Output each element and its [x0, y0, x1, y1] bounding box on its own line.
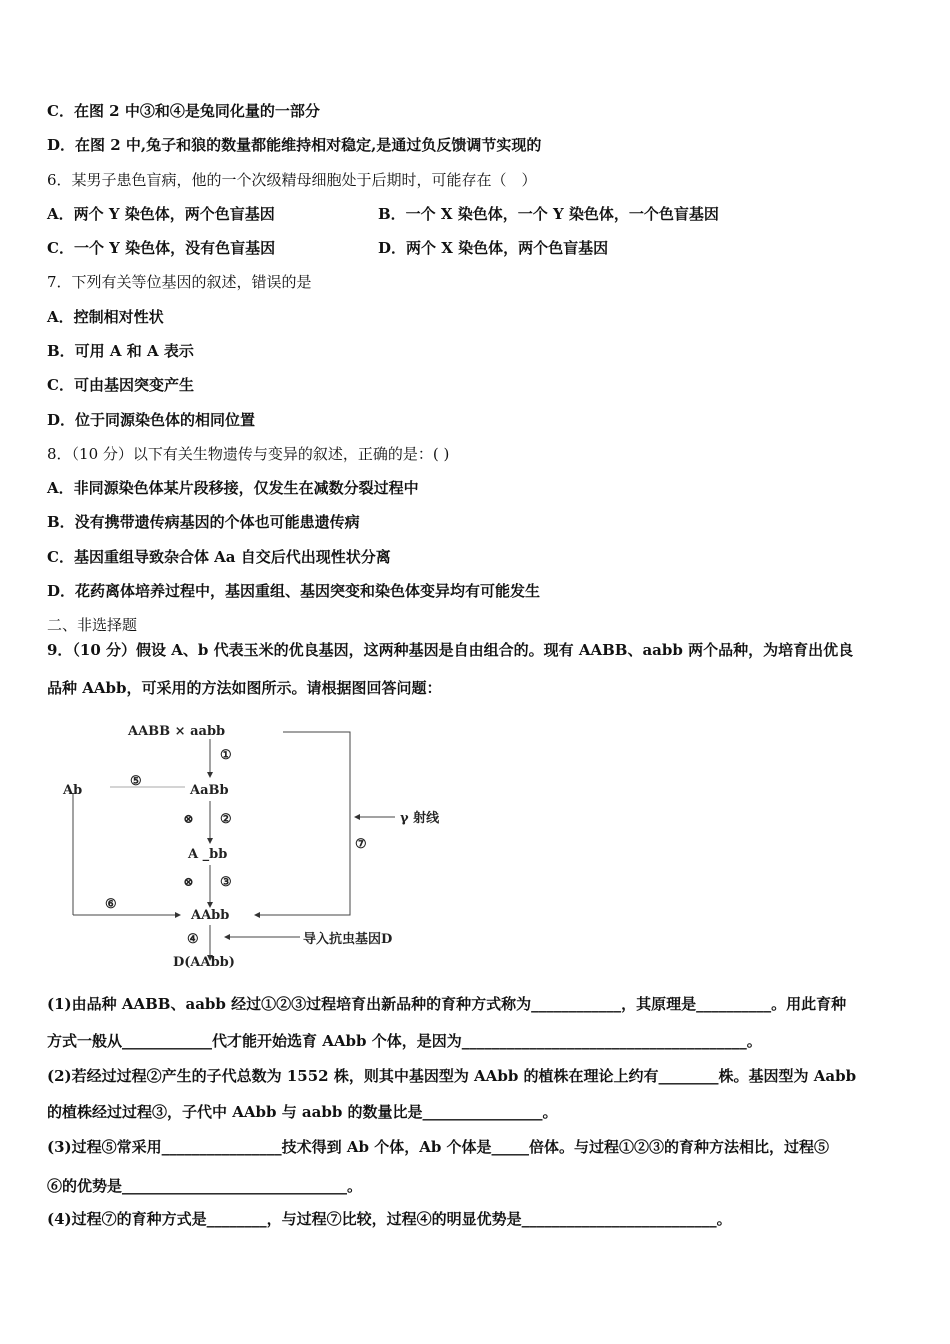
- gamma-ray-label: γ 射线: [400, 811, 440, 826]
- question-6: 6．某男子患色盲病，他的一个次级精母细胞处于后期时，可能存在（ ）: [47, 171, 537, 189]
- answer-1-line2: 方式一般从____________代才能开始选育 AAbb 个体，是因为______________________________________。: [47, 1032, 762, 1050]
- step-7-label: ⑦: [355, 837, 367, 852]
- q7-option-a: A．控制相对性状: [47, 308, 164, 326]
- import-gene-label: 导入抗虫基因D: [303, 932, 393, 947]
- breeding-diagram: [55, 715, 475, 975]
- q6-option-c: C．一个 Y 染色体，没有色盲基因: [47, 239, 276, 257]
- step-2-label: ②: [220, 812, 232, 827]
- a-bb-label: A _bb: [188, 847, 228, 862]
- q7-option-b: B．可用 A 和 A 表示: [47, 342, 194, 360]
- selfing-icon: ⊗: [183, 812, 194, 827]
- answer-4: (4)过程⑦的育种方式是________，与过程⑦比较，过程④的明显优势是__________________________。: [47, 1210, 732, 1228]
- parents-label: AABB × aabb: [128, 724, 226, 739]
- q6-option-d: D．两个 X 染色体，两个色盲基因: [378, 239, 609, 257]
- q8-option-c: C．基因重组导致杂合体 Aa 自交后代出现性状分离: [47, 548, 391, 566]
- q8-option-d: D．花药离体培养过程中，基因重组、基因突变和染色体变异均有可能发生: [47, 582, 541, 600]
- step-5-label: ⑤: [130, 774, 142, 789]
- answer-1-line1: (1)由品种 AABB、aabb 经过①②③过程培育出新品种的育种方式称为____________，其原理是__________。用此育种: [47, 995, 847, 1013]
- f1-label: AaBb: [190, 783, 229, 798]
- step-4-label: ④: [187, 932, 199, 947]
- q6-option-b: B．一个 X 染色体，一个 Y 染色体，一个色盲基因: [378, 205, 719, 223]
- answer-2-line1: (2)若经过过程②产生的子代总数为 1552 株，则其中基因型为 AAbb 的植株在理论上约有________株。基因型为 Aabb: [47, 1067, 857, 1085]
- step-3-label: ③: [220, 875, 232, 890]
- selfing-icon: ⊗: [183, 875, 194, 890]
- option-c-prev: C．在图 2 中③和④是兔同化量的一部分: [47, 102, 320, 120]
- step-1-label: ①: [220, 748, 232, 763]
- question-9-line1: 9．（10 分）假设 A、b 代表玉米的优良基因，这两种基因是自由组合的。现有 AABB、aabb 两个品种，为培育出优良: [47, 641, 854, 659]
- answer-3-line1: (3)过程⑤常采用________________技术得到 Ab 个体，Ab 个体是_____倍体。与过程①②③的育种方法相比，过程⑤: [47, 1138, 830, 1156]
- q8-option-a: A．非同源染色体某片段移接，仅发生在减数分裂过程中: [47, 479, 419, 497]
- answer-2-line2: 的植株经过过程③，子代中 AAbb 与 aabb 的数量比是________________。: [47, 1103, 558, 1121]
- step-6-label: ⑥: [105, 897, 117, 912]
- q6-option-a: A．两个 Y 染色体，两个色盲基因: [47, 205, 275, 223]
- question-9-line2: 品种 AAbb，可采用的方法如图所示。请根据图回答问题：: [47, 679, 442, 697]
- q8-option-b: B．没有携带遗传病基因的个体也可能患遗传病: [47, 513, 360, 531]
- answer-3-line2: ⑥的优势是______________________________。: [47, 1177, 363, 1195]
- section-heading: 二、非选择题: [47, 616, 138, 634]
- result-label: D(AAbb): [173, 955, 235, 970]
- aabb-target-label: AAbb: [191, 908, 230, 923]
- option-d-prev: D．在图 2 中,兔子和狼的数量都能维持相对稳定,是通过负反馈调节实现的: [47, 136, 542, 154]
- haploid-label: Ab: [63, 783, 83, 798]
- q7-option-d: D．位于同源染色体的相同位置: [47, 411, 256, 429]
- q7-option-c: C．可由基因突变产生: [47, 376, 194, 394]
- question-8: 8．（10 分）以下有关生物遗传与变异的叙述，正确的是：( ): [47, 445, 450, 463]
- question-7: 7．下列有关等位基因的叙述，错误的是: [47, 273, 312, 291]
